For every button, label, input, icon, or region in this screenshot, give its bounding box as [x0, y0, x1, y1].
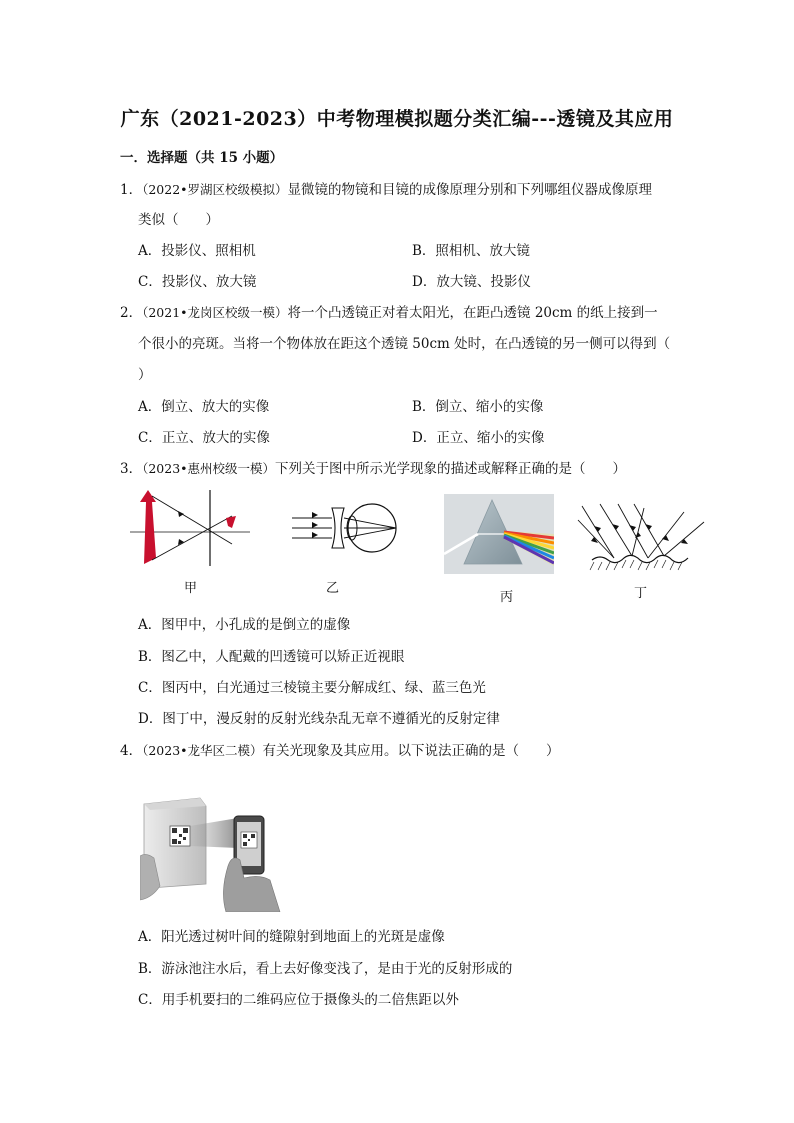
- red-arrow-object: [140, 490, 156, 564]
- question-1-option-b: B．照相机、放大镜: [412, 243, 530, 259]
- question-2-source: （2021•龙岗区校级一模）: [142, 305, 288, 320]
- caption-yi: 乙: [326, 581, 340, 596]
- question-2-line-1: [120, 301, 658, 321]
- question-3-text: 下列关于图中所示光学现象的描述或解释正确的是（ ）: [275, 461, 627, 477]
- caption-ding: 丁: [634, 586, 648, 601]
- question-3-number: 3．: [120, 461, 143, 477]
- question-1-number: 1．: [120, 182, 143, 198]
- figure-pinhole-camera: [126, 486, 252, 568]
- photo-phone-scanning-qr-code: [140, 796, 296, 912]
- question-4-option-b: B．游泳池注水后，看上去好像变浅了，是由于光的反射形成的: [138, 961, 513, 977]
- question-3-option-c: C．图丙中，白光通过三棱镜主要分解成红、绿、蓝三色光: [138, 680, 486, 696]
- caption-jia: 甲: [184, 581, 198, 596]
- question-1-source: （2022•罗湖区校级模拟）: [142, 182, 288, 197]
- question-1-line-1: [120, 178, 652, 198]
- question-2-option-b: B．倒立、缩小的实像: [412, 399, 544, 415]
- caption-bing: 丙: [500, 590, 514, 605]
- question-2-option-a: A．倒立、放大的实像: [138, 399, 270, 415]
- question-1-line-2: 类似（ ）: [138, 212, 219, 228]
- question-1-option-c: C．投影仪、放大镜: [138, 274, 257, 290]
- question-4-option-a: A．阳光透过树叶间的缝隙射到地面上的光斑是虚像: [138, 929, 445, 945]
- figure-prism-dispersion: [444, 494, 554, 574]
- question-4-option-c: C．用手机要扫的二维码应位于摄像头的二倍焦距以外: [138, 992, 459, 1008]
- question-3-option-b: B．图乙中，人配戴的凹透镜可以矫正近视眼: [138, 649, 405, 665]
- question-3-option-d: D．图丁中，漫反射的反射光线杂乱无章不遵循光的反射定律: [138, 711, 500, 727]
- question-3-option-a: A．图甲中，小孔成的是倒立的虚像: [138, 617, 351, 633]
- question-2-text: 将一个凸透镜正对着太阳光，在距凸透镜 20cm 的纸上接到一: [287, 305, 658, 321]
- concave-lens: [332, 508, 344, 548]
- question-4-line-1: [120, 739, 560, 759]
- question-2-number: 2．: [120, 305, 143, 321]
- question-1-text: 显微镜的物镜和目镜的成像原理分别和下列哪组仪器成像原理: [287, 182, 653, 198]
- inverted-image: [226, 516, 236, 528]
- figure-eye-concave-lens: [288, 500, 408, 556]
- page-title: 广东（2021-2023）中考物理模拟题分类汇编---透镜及其应用: [120, 108, 674, 130]
- question-3-line-1: [120, 457, 626, 477]
- question-2-option-c: C．正立、放大的实像: [138, 430, 270, 446]
- question-2-line-3: ）: [138, 367, 152, 383]
- question-2-line-2: 个很小的亮斑。当将一个物体放在距这个透镜 50cm 处时，在凸透镜的另一侧可以得到（: [138, 336, 671, 352]
- question-2-option-d: D．正立、缩小的实像: [412, 430, 545, 446]
- question-3-source: （2023•惠州校级一模）: [142, 461, 276, 476]
- section-heading: 一．选择题（共 15 小题）: [120, 150, 284, 166]
- question-4-number: 4．: [120, 743, 143, 759]
- question-1-option-a: A．投影仪、照相机: [138, 243, 256, 259]
- question-1-option-d: D．放大镜、投影仪: [412, 274, 531, 290]
- question-4-source: （2023•龙华区二模）: [142, 743, 263, 758]
- figure-diffuse-reflection: [574, 500, 708, 574]
- rough-surface: [592, 555, 688, 562]
- question-4-text: 有关光现象及其应用。以下说法正确的是（ ）: [262, 743, 560, 759]
